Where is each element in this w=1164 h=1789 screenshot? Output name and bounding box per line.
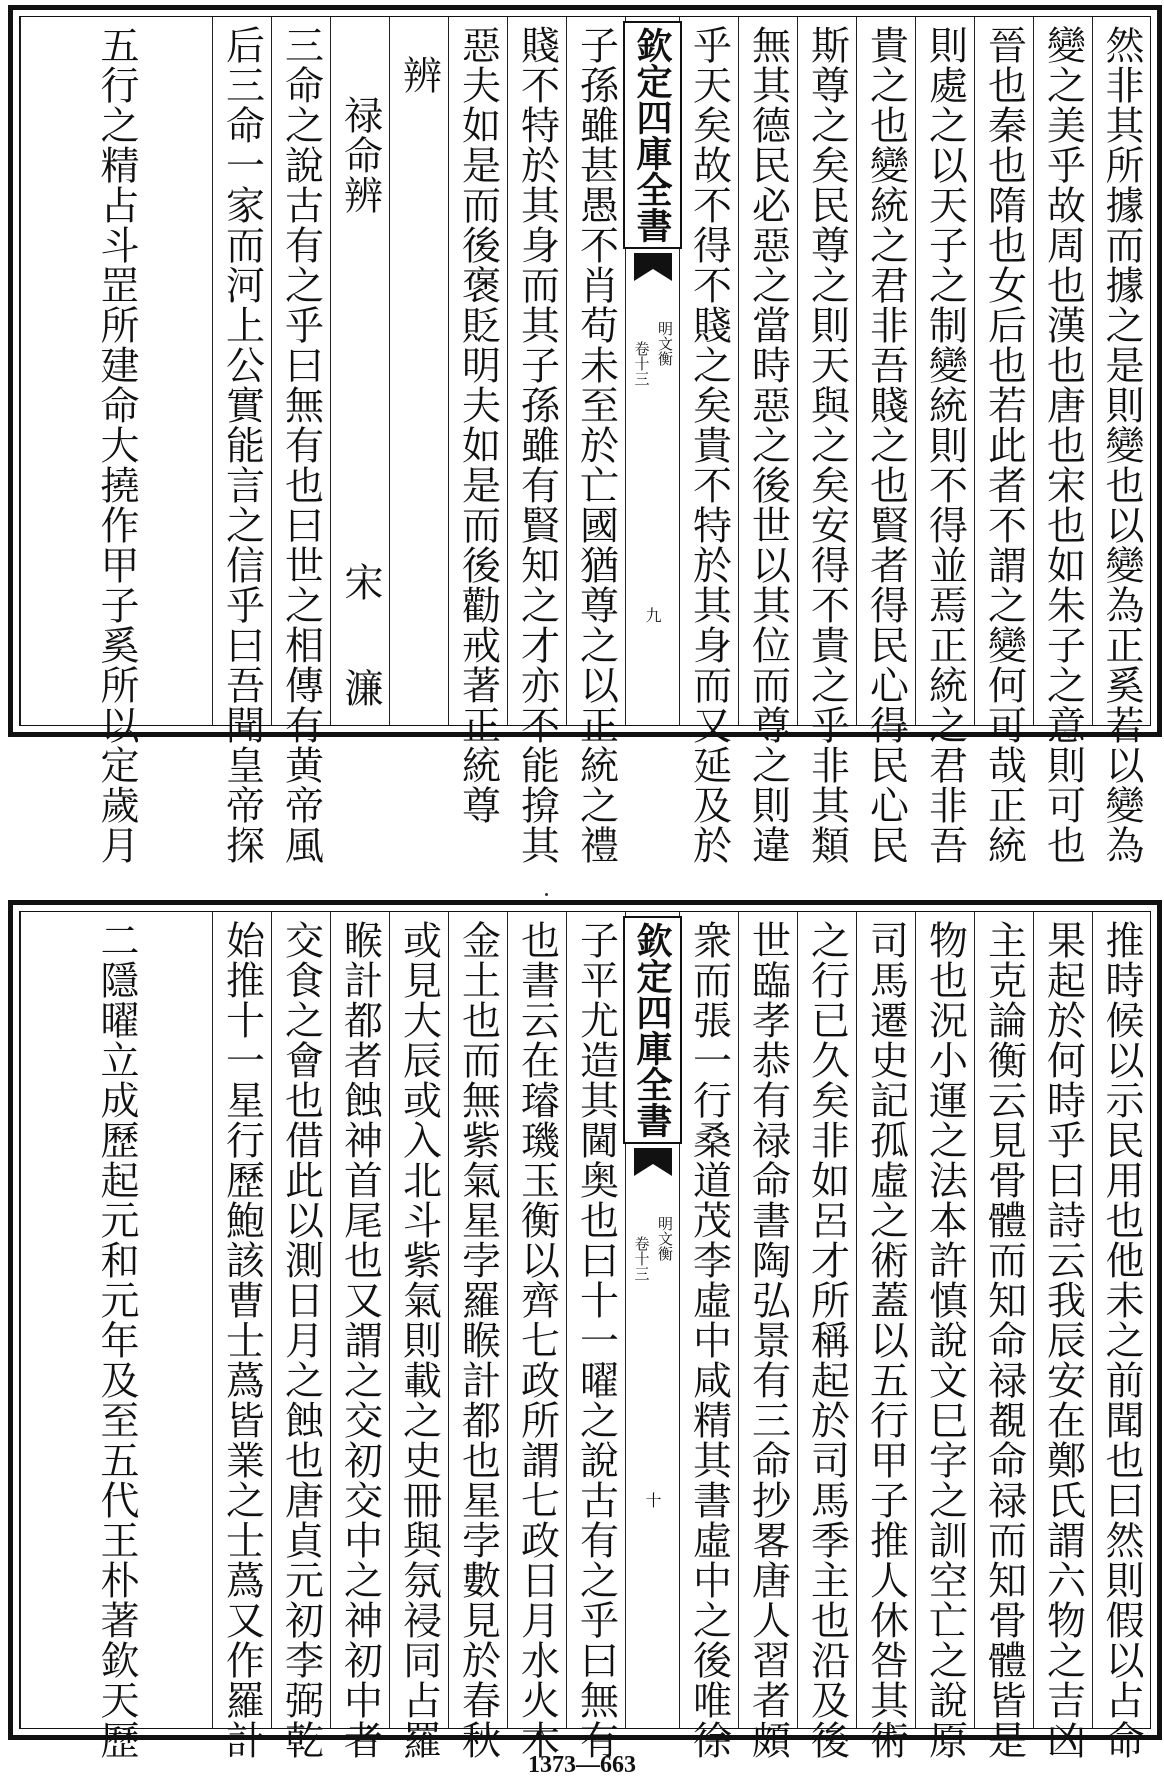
text-column: 之行已久矣非如呂才所稱起於司馬季主也沿及後 xyxy=(797,912,856,1728)
text-column: 始推十一星行歷鮑該曹士蔿皆業之士蔿又作羅計 xyxy=(212,912,271,1728)
top-page-frame xyxy=(19,16,1151,865)
separator-dot xyxy=(545,893,548,896)
bottom-page-frame xyxy=(19,911,1151,1760)
text-column: 晉也秦也隋也女后也若此者不謂之變何可哉正統 xyxy=(974,17,1033,725)
text-column: 物也況小運之法本許慎說文巳字之訓空亡之說原 xyxy=(915,912,974,1728)
center-fold xyxy=(625,17,679,725)
text-column: 賤不特於其身而其子孫雖有賢知之才亦不能揜其 xyxy=(507,17,566,725)
text-column: 或見大辰或入北斗紫氣則載之史冊與氛祲同占羅 xyxy=(389,912,448,1728)
text-column: 后三命一家而河上公實能言之信乎曰吾聞皇帝探 xyxy=(212,17,271,725)
text-column: 子平尤造其閫奥也曰十一曜之說古有之乎曰無有 xyxy=(566,912,625,1728)
top-page xyxy=(8,5,1162,865)
text-column: 睺計都者蝕神首尾也又謂之交初交中之神初中者 xyxy=(330,912,389,1728)
author-name: 宋 濂 xyxy=(338,562,383,721)
text-column: 乎天矣故不得不賤之矣貴不特於其身而又延及於 xyxy=(679,17,738,725)
text-column: 然非其所據而據之是則變也以變為正奚若以變為 xyxy=(1092,17,1150,725)
page-footer-number: 1373—663 xyxy=(528,1752,636,1778)
text-column: 貴之也變統之君非吾賤之也賢者得民心得民心民 xyxy=(856,17,915,725)
text-column: 交食之會也借此以測日月之蝕也唐貞元初李弼乾 xyxy=(271,912,330,1728)
book-title: 欽定四庫全書 xyxy=(623,21,682,249)
volume-name: 明文衡 xyxy=(656,1216,674,1261)
text-column: 推時候以示民用也他未之前聞也曰然則假以占命 xyxy=(1092,912,1150,1728)
text-column: 世臨孝恭有禄命書陶弘景有三命抄畧唐人習者頗 xyxy=(738,912,797,1728)
text-column: 也書云在璿璣玉衡以齊七政所謂七政日月水火木 xyxy=(507,912,566,1728)
text-column: 司馬遷史記孤虛之術蓋以五行甲子推人休咎其術 xyxy=(856,912,915,1728)
text-column: 金土也而無紫氣星孛羅睺計都也星孛數見於春秋 xyxy=(448,912,507,1728)
text-column: 變之美乎故周也漢也唐也宋也如朱子之意則可也 xyxy=(1033,17,1092,725)
page-number: 十 xyxy=(643,1492,662,1508)
text-column: 子孫雖甚愚不肖苟未至於亡國猶尊之以正統之禮 xyxy=(566,17,625,725)
text-column: 則處之以天子之制變統則不得並焉正統之君非吾 xyxy=(915,17,974,725)
volume-number: 卷十三 xyxy=(632,341,651,386)
text-column: 無其德民必惡之當時惡之後世以其位而尊之則違 xyxy=(738,17,797,725)
text-column: 果起於何時乎曰詩云我辰安在鄭氏謂六物之吉凶 xyxy=(1033,912,1092,1728)
text-column: 主克論衡云見骨體而知命禄覩命禄而知骨體皆是 xyxy=(974,912,1033,1728)
essay-title: 禄命辨 xyxy=(337,95,383,215)
text-column: 辨 xyxy=(389,17,448,725)
page-number: 九 xyxy=(643,607,662,623)
book-title: 欽定四庫全書 xyxy=(623,916,682,1144)
title-column xyxy=(330,17,389,725)
fishtail-mark-icon xyxy=(630,251,676,285)
text-column: 衆而張一行桑道茂李虛中咸精其書虛中之後唯徐 xyxy=(679,912,738,1728)
center-fold xyxy=(625,912,679,1728)
text-column: 五行之精占斗罡所建命大撓作甲子奚所以定歲月 xyxy=(20,17,212,725)
text-column: 三命之說古有之乎曰無有也曰世之相傳有黄帝風 xyxy=(271,17,330,725)
volume-number: 卷十三 xyxy=(632,1236,651,1281)
bottom-page xyxy=(8,900,1162,1760)
text-column: 二隱曜立成歷起元和元年及至五代王朴著欽天歷 xyxy=(20,912,212,1728)
text-column: 斯尊之矣民尊之則天與之矣安得不貴之乎非其類 xyxy=(797,17,856,725)
text-column: 惡夫如是而後褒貶明夫如是而後勸戒著正統尊 xyxy=(448,17,507,725)
fishtail-mark-icon xyxy=(630,1146,676,1180)
volume-name: 明文衡 xyxy=(656,321,674,366)
